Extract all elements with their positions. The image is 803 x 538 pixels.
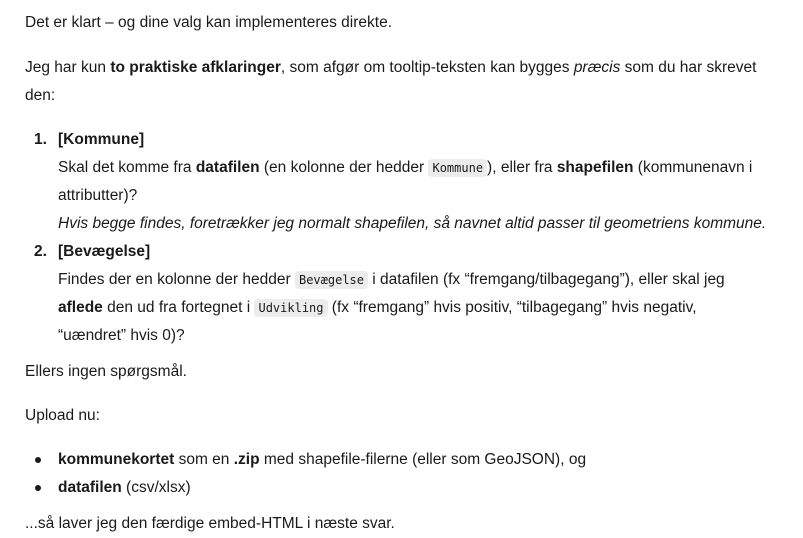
text: Skal det komme fra <box>58 159 196 176</box>
item1-line2 <box>58 186 137 206</box>
intro-paragraph <box>25 13 392 33</box>
italic-text: Hvis begge findes, foretrækker jeg normalt shapefilen, så navnet altid passer til geometriens kommune. <box>58 215 767 232</box>
clarification-paragraph-cont <box>25 86 55 106</box>
item-title: [Bevægelse] <box>58 243 151 260</box>
text: (en kolonne der hedder <box>259 159 429 176</box>
bullet-item-2 <box>58 478 191 498</box>
inline-code: Kommune <box>428 159 487 177</box>
outro-paragraph <box>25 514 395 534</box>
emphasis-text: shapefilen <box>556 159 634 176</box>
clarification-paragraph <box>25 58 756 78</box>
emphasis-text: to praktiske afklaringer <box>110 59 281 76</box>
text: i datafilen (fx “fremgang/tilbagegang”), eller skal jeg <box>368 271 725 288</box>
emphasis-text: aflede <box>58 299 103 316</box>
intro-text: Det er klart – og dine valg kan implementeres direkte. <box>25 14 393 31</box>
item2-line3 <box>58 326 185 346</box>
bullet-icon <box>35 485 41 491</box>
emphasis-text: .zip <box>233 451 260 468</box>
item2-line1 <box>58 270 725 290</box>
inline-code: Bevægelse <box>295 271 368 289</box>
list-number-2: 2. <box>34 243 47 260</box>
inline-code: Udvikling <box>254 299 327 317</box>
italic-text: præcis <box>573 59 621 76</box>
text: den ud fra fortegnet i <box>102 299 255 316</box>
text: som du har skrevet <box>620 59 757 76</box>
text: “uændret” hvis 0)? <box>58 327 185 344</box>
emphasis-text: datafilen <box>58 479 122 496</box>
upload-paragraph <box>25 406 100 426</box>
item1-note <box>58 214 766 234</box>
item-title: [Kommune] <box>58 131 145 148</box>
emphasis-text: datafilen <box>195 159 260 176</box>
text: Upload nu: <box>25 407 100 424</box>
text: , som afgør om tooltip-teksten kan bygges <box>280 59 574 76</box>
text: ...så laver jeg den færdige embed-HTML i næste svar. <box>25 515 395 532</box>
text: Jeg har kun <box>25 59 111 76</box>
text: attributter)? <box>58 187 138 204</box>
list-number-1: 1. <box>34 131 47 148</box>
else-paragraph <box>25 362 187 382</box>
text: ), eller fra <box>487 159 557 176</box>
text: den: <box>25 87 56 104</box>
text: (csv/xlsx) <box>121 479 191 496</box>
text: (kommunenavn i <box>633 159 753 176</box>
emphasis-text: kommunekortet <box>58 451 175 468</box>
text: som en <box>174 451 234 468</box>
item1-line1 <box>58 158 752 178</box>
item2-title <box>58 242 150 262</box>
text: med shapefile-filerne (eller som GeoJSON), og <box>259 451 587 468</box>
bullet-item-1 <box>58 450 586 470</box>
text: Findes der en kolonne der hedder <box>58 271 295 288</box>
text: Ellers ingen spørgsmål. <box>25 363 187 380</box>
item2-line2 <box>58 298 697 318</box>
bullet-icon <box>35 457 41 463</box>
text: (fx “fremgang” hvis positiv, “tilbagegang” hvis negativ, <box>327 299 697 316</box>
item1-title <box>58 130 144 150</box>
